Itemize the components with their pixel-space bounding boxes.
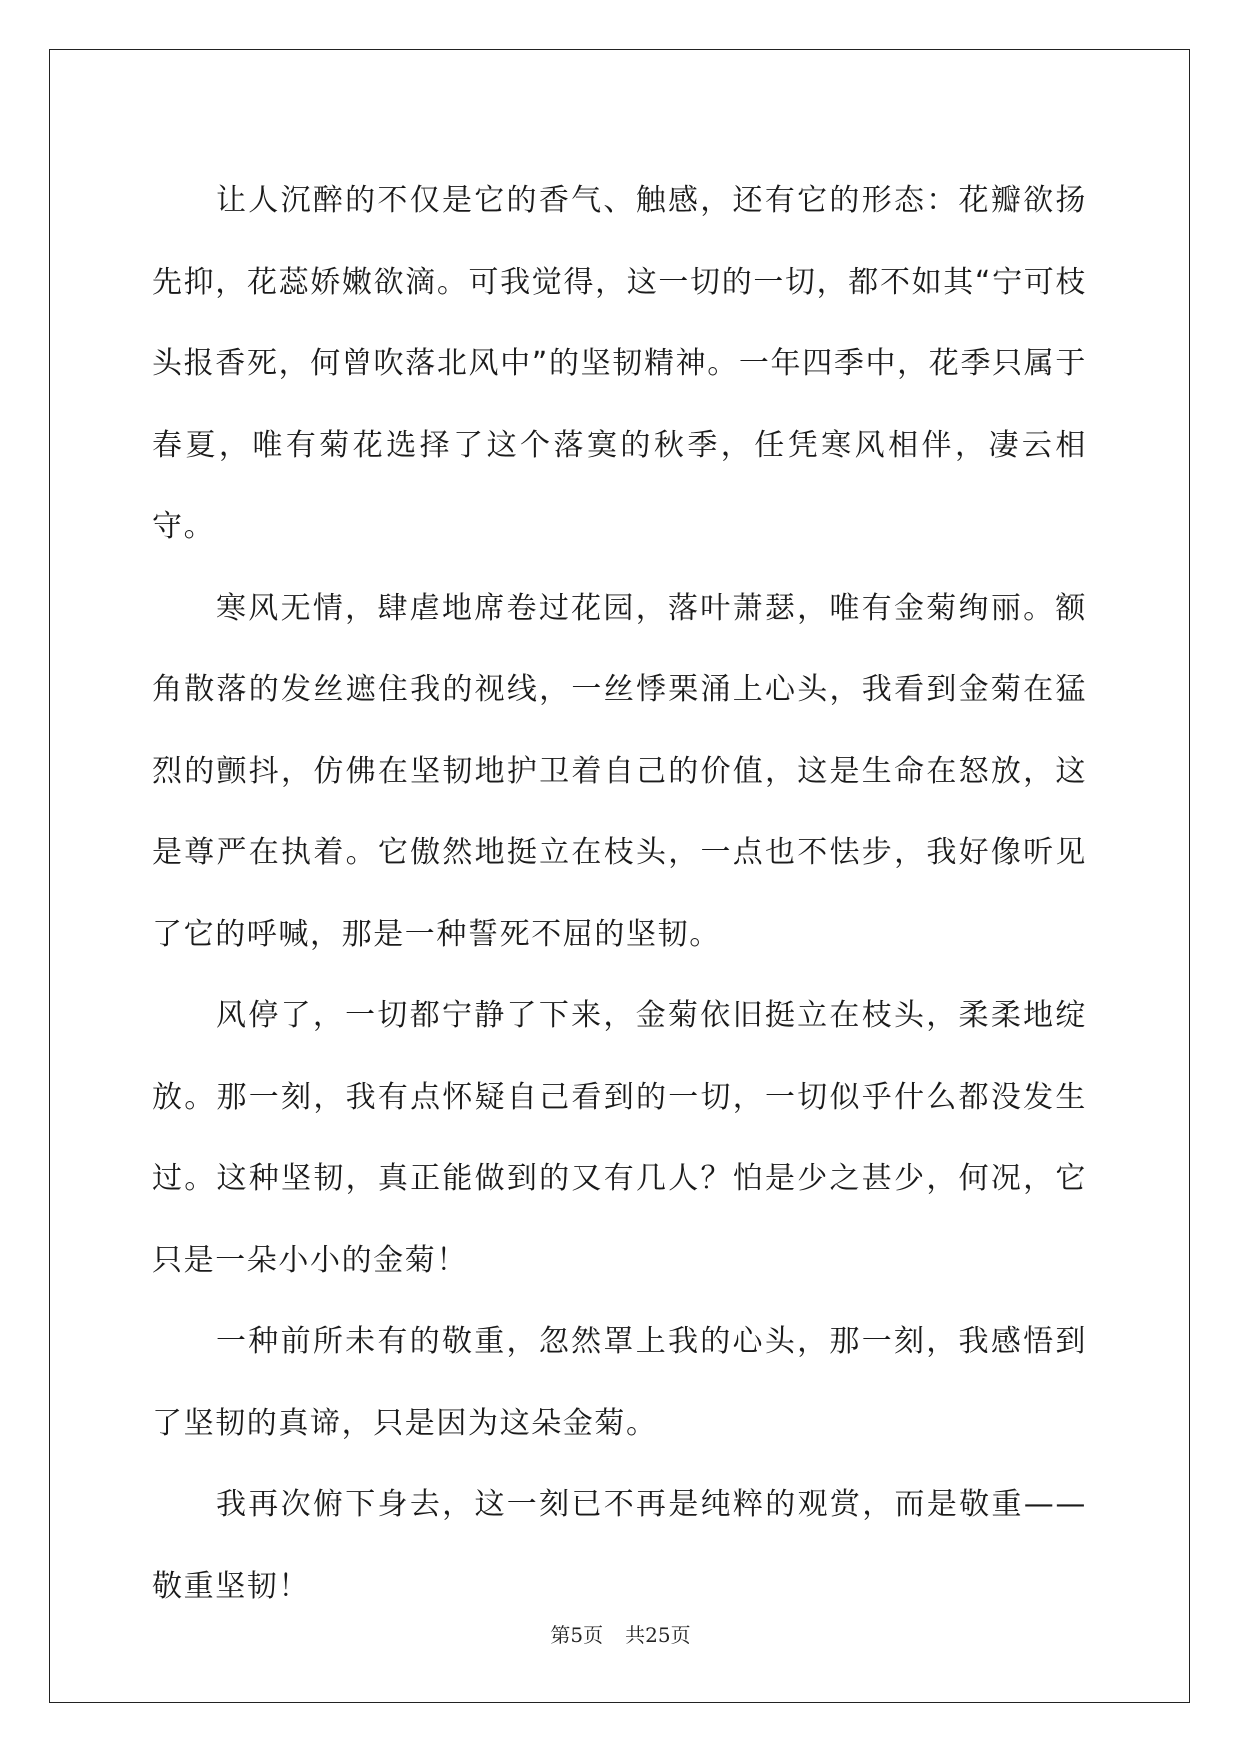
paragraph: 一种前所未有的敬重，忽然罩上我的心头，那一刻，我感悟到了坚韧的真谛，只是因为这朵金菊。: [152, 1324, 1087, 1441]
paragraph: 风停了，一切都宁静了下来，金菊依旧挺立在枝头，柔柔地绽放。那一刻，我有点怀疑自己看到的一切，一切似乎什么都没发生过。这种坚韧，真正能做到的又有几人？怕是少之甚少，何况，它只是一朵小小的金菊！: [152, 998, 1087, 1278]
page-number-current: 第5页: [550, 1623, 604, 1647]
document-body: [152, 160, 1087, 1627]
page-number-total: 共25页: [625, 1623, 691, 1647]
paragraph: 让人沉醉的不仅是它的香气、触感，还有它的形态：花瓣欲扬先抑，花蕊娇嫩欲滴。可我觉得，这一切的一切，都不如其“宁可枝头报香死，何曾吹落北风中”的坚韧精神。一年四季中，花季只属于春夏，唯有菊花选择了这个落寞的秋季，任凭寒风相伴，凄云相守。: [152, 183, 1087, 544]
paragraph: 寒风无情，肆虐地席卷过花园，落叶萧瑟，唯有金菊绚丽。额角散落的发丝遮住我的视线，一丝悸栗涌上心头，我看到金菊在猛烈的颤抖，仿佛在坚韧地护卫着自己的价值，这是生命在怒放，这是尊严在执着。它傲然地挺立在枝头，一点也不怯步，我好像听见了它的呼喊，那是一种誓死不屈的坚韧。: [152, 590, 1087, 952]
page-footer: [0, 1619, 1241, 1648]
paragraph: 我再次俯下身去，这一刻已不再是纯粹的观赏，而是敬重——敬重坚韧！: [152, 1487, 1087, 1604]
